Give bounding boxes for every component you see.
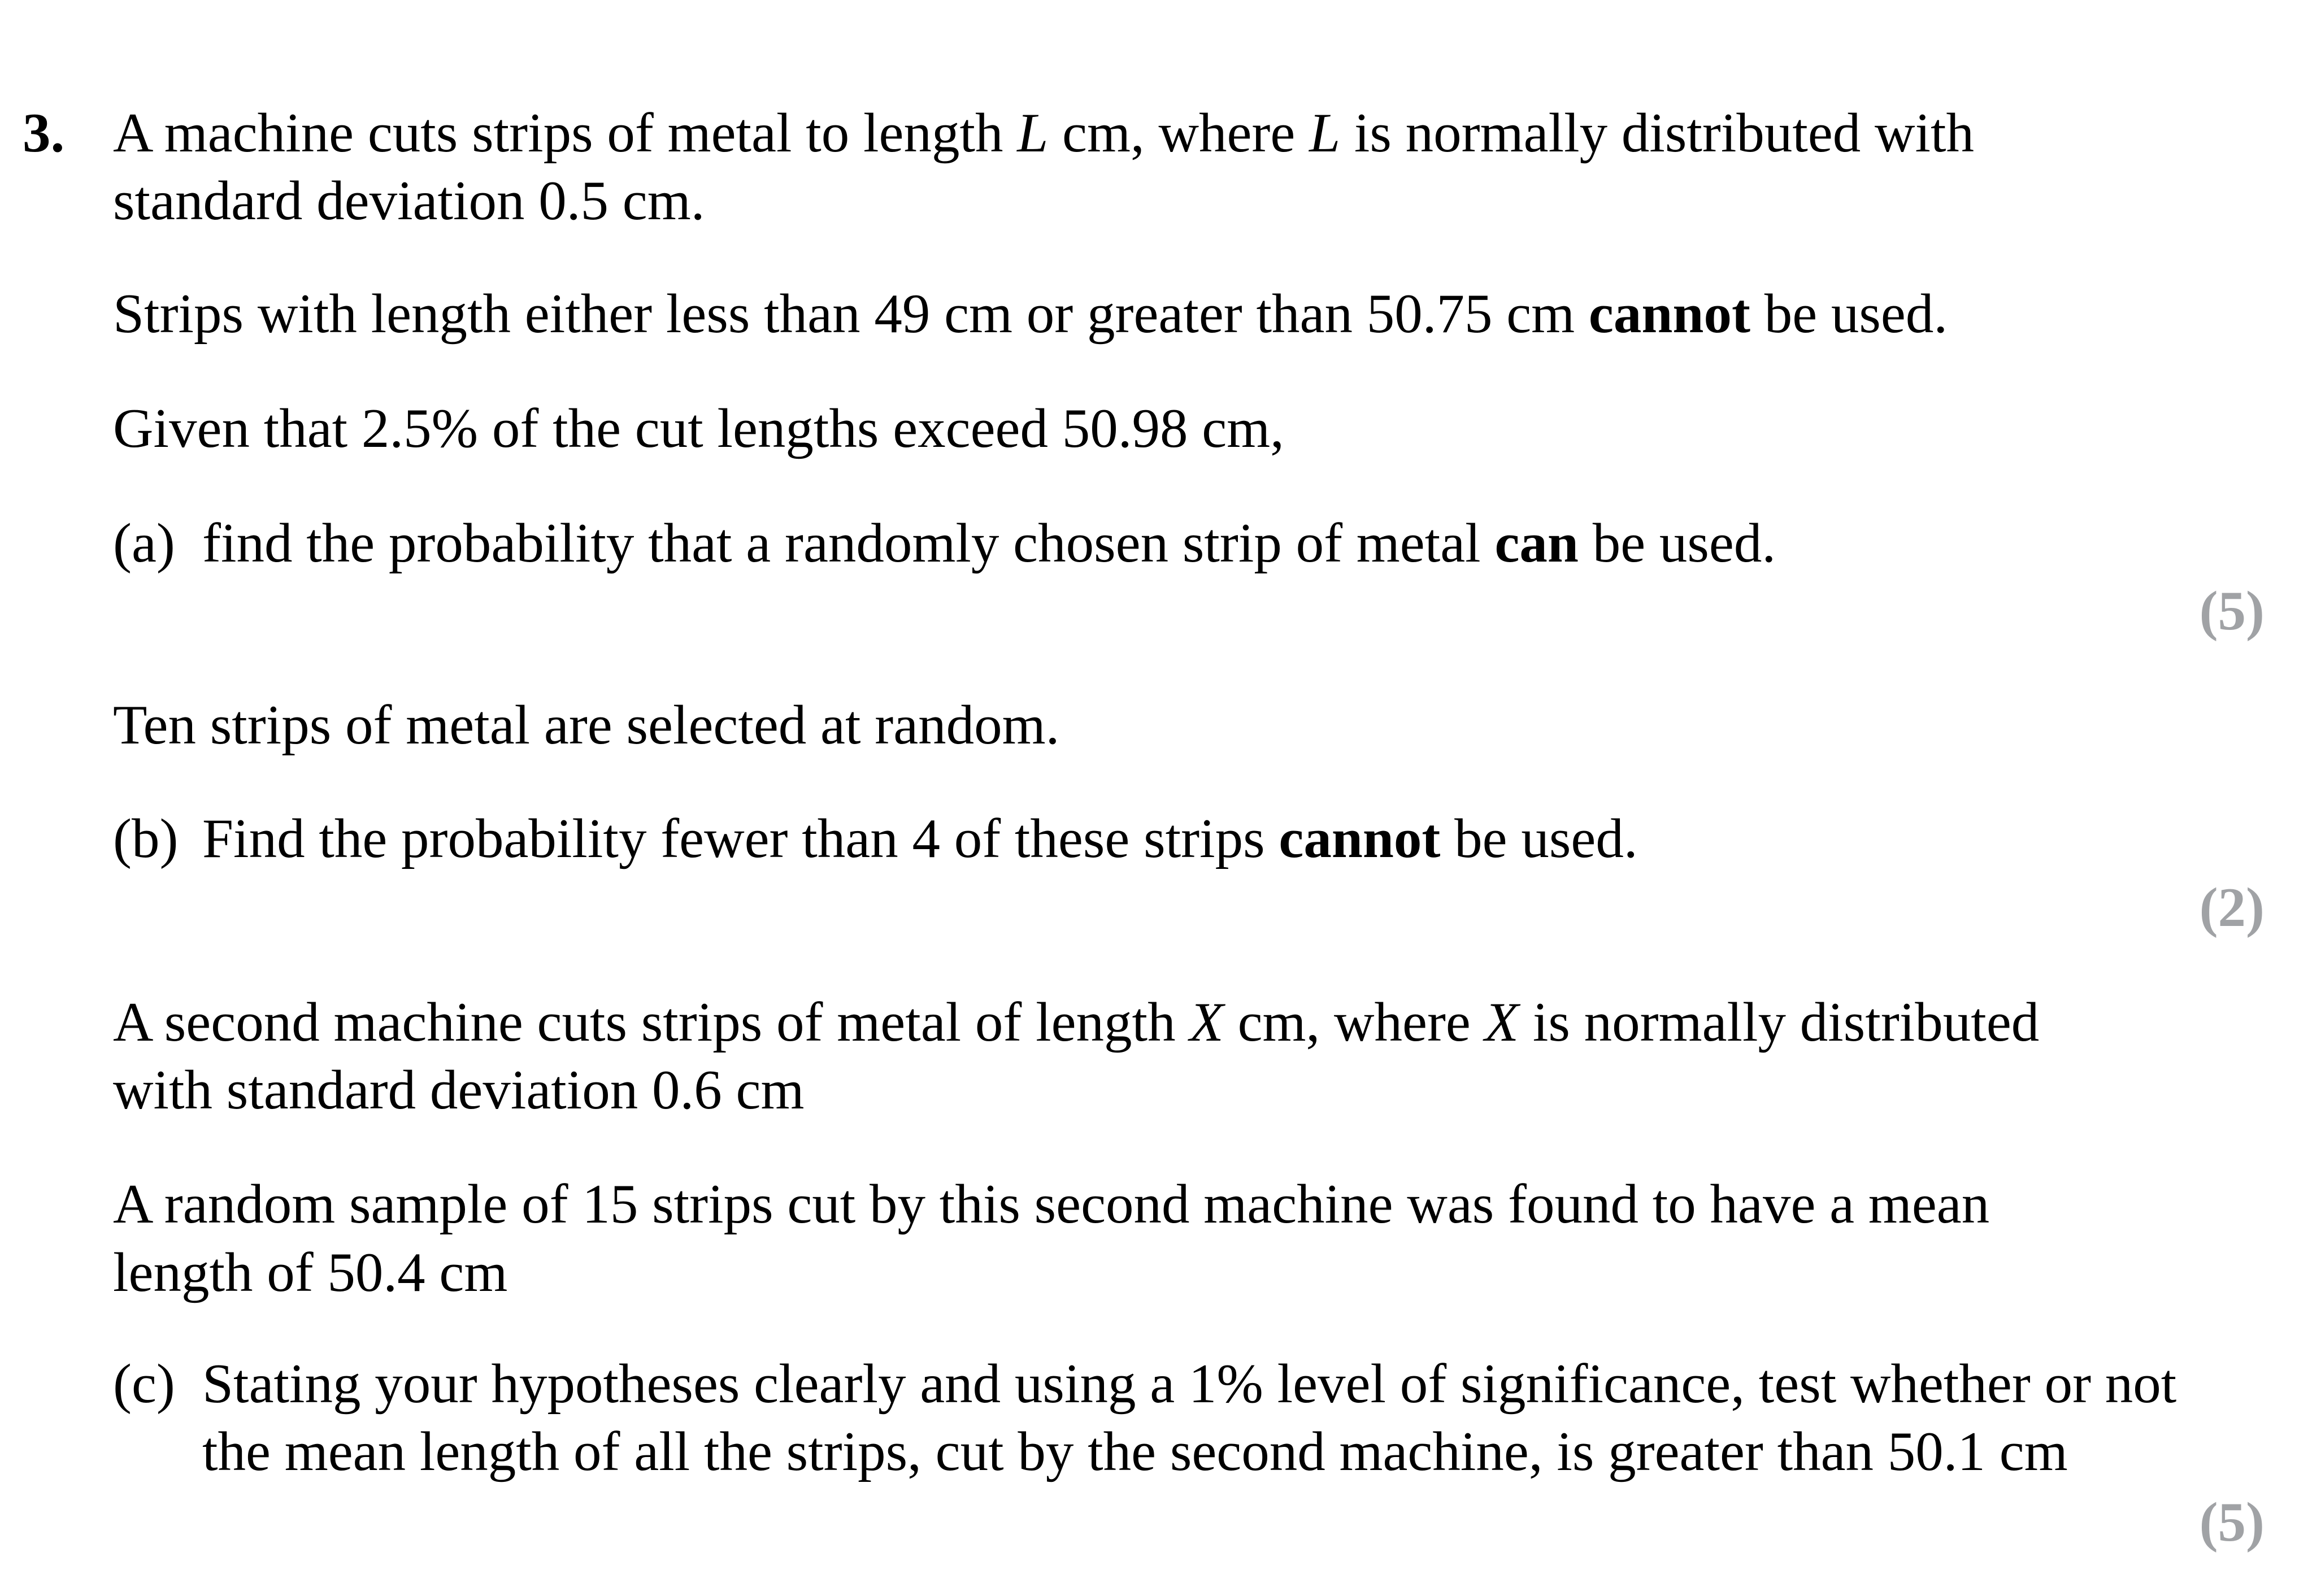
question-number: 3. (23, 102, 65, 164)
text: cm, where (1048, 102, 1310, 164)
text: be used. (1578, 512, 1776, 574)
part-b (113, 808, 1638, 869)
part-c-line1 (113, 1353, 2177, 1415)
variable-X: X (1189, 991, 1224, 1053)
text: find the probability that a randomly chosen strip of metal (202, 512, 1495, 574)
text: be used. (1440, 808, 1638, 869)
part-c-marks: (5) (2199, 1491, 2265, 1553)
question-intro-line1 (23, 102, 1975, 164)
text: is normally distributed with (1340, 102, 1975, 164)
ten-strips-statement: Ten strips of metal are selected at random. (113, 694, 1060, 756)
sample-line1: A random sample of 15 strips cut by this second machine was found to have a mean (113, 1173, 1990, 1235)
variable-X: X (1484, 991, 1519, 1053)
part-a-label: (a) (113, 512, 175, 574)
text: is normally distributed (1519, 991, 2040, 1053)
text: Stating your hypotheses clearly and using a 1% level of significance, test whether or not (202, 1353, 2177, 1415)
variable-L: L (1017, 102, 1049, 164)
text: Strips with length either less than 49 cm or greater than 50.75 cm (113, 283, 1589, 345)
part-b-label: (b) (113, 808, 179, 869)
sample-line2: length of 50.4 cm (113, 1242, 508, 1303)
text: be used. (1750, 283, 1948, 345)
text: A machine cuts strips of metal to length (113, 102, 1018, 164)
second-machine-line1 (113, 991, 2040, 1053)
emphasis-can: can (1494, 512, 1579, 574)
part-c-line2: the mean length of all the strips, cut by the second machine, is greater than 50.1 cm (202, 1421, 2068, 1482)
variable-L: L (1309, 102, 1341, 164)
text: cm, where (1223, 991, 1485, 1053)
emphasis-cannot: cannot (1279, 808, 1441, 869)
question-intro-line2: standard deviation 0.5 cm. (113, 170, 705, 232)
part-b-marks: (2) (2199, 877, 2265, 938)
part-c-label: (c) (113, 1353, 175, 1415)
second-machine-line2: with standard deviation 0.6 cm (113, 1059, 805, 1121)
text: A second machine cuts strips of metal of length (113, 991, 1190, 1053)
given-statement: Given that 2.5% of the cut lengths exceed 50.98 cm, (113, 398, 1284, 459)
strips-condition (113, 283, 1948, 345)
part-a-marks: (5) (2199, 580, 2265, 642)
emphasis-cannot: cannot (1588, 283, 1750, 345)
text: Find the probability fewer than 4 of these strips (202, 808, 1279, 869)
part-a (113, 512, 1776, 574)
